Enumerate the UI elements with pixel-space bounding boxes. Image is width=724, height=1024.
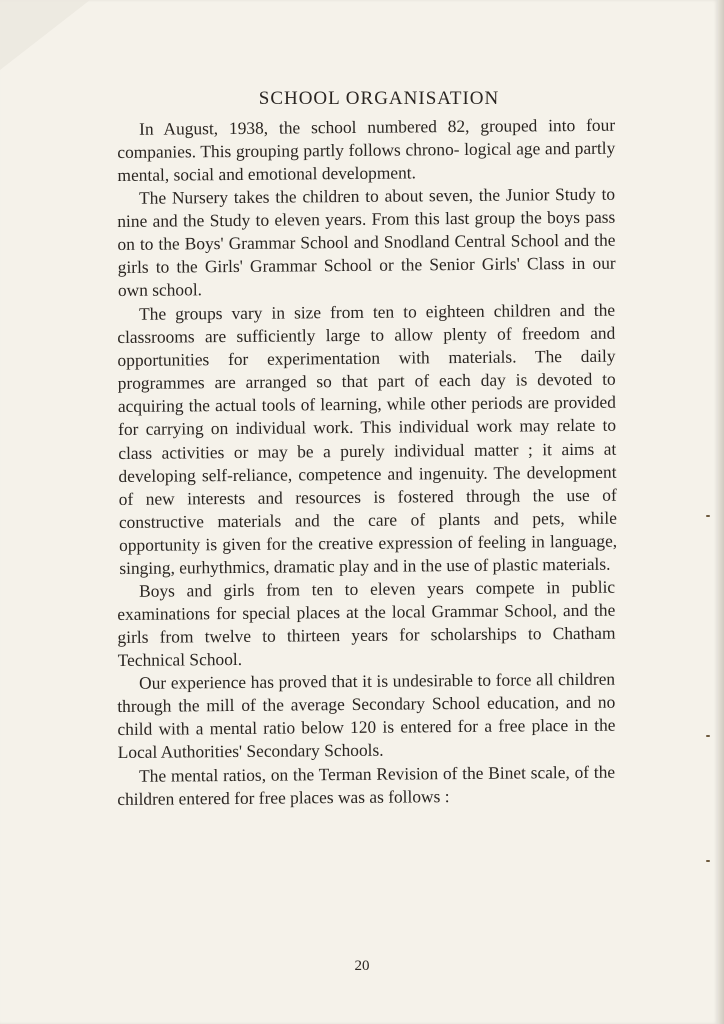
- page-edge: [718, 0, 724, 1024]
- section-heading: SCHOOL ORGANISATION: [258, 88, 500, 109]
- binding-mark: [706, 735, 710, 737]
- paragraph-6: The mental ratios, on the Terman Revision of the Binet scale, of the children entered for free places was as follows :: [117, 761, 616, 809]
- paragraph-3: The groups vary in size from ten to eighteen children and the classrooms are sufficiently large to allow plenty of freedom and opportunities for experimentation with materials. The daily programmes are arranged so that part of each day is devoted to acquiring the actual tools of learning, while other periods are provided for carrying on individual work. This individual work may relate to class activities or may be a purely individual matter ; it aims at developing self-reliance, competence and ingenuity. The development of new interests and resources is fostered through the use of constructive materials and the care of plants and pets, while opportunity is given for the creative expression of feeling in language, singing, eurhythmics, dramatic play and in the use of plastic materials.: [117, 299, 618, 578]
- binding-mark: [706, 515, 710, 517]
- paragraph-5: Our experience has proved that it is undesirable to force all children through the mill of the average Secondary School education, and no child with a mental ratio below 120 is entered for a free place in the Local Authorities' Secondary Schools.: [117, 668, 616, 763]
- paragraph-2: The Nursery takes the children to about seven, the Junior Study to nine and the Study to eleven years. From this last group the boys pass on to the Boys' Grammar School and Snodland Central School and the girls to the Girls' Grammar School or the Senior Girls' Class in our own school.: [117, 183, 616, 301]
- paragraph-1: In August, 1938, the school numbered 82, grouped into four companies. This grouping partly follows chrono- logical age and partly mental, social and emotional development.: [117, 114, 616, 186]
- paragraph-4: Boys and girls from ten to eleven years compete in public examinations for special places at the local Grammar School, and the girls from twelve to thirteen years for scholarships to Chatham Technical School.: [117, 576, 616, 671]
- page-content: [117, 88, 618, 811]
- page-corner-fold: [0, 0, 90, 70]
- binding-mark: [706, 860, 710, 862]
- page-number: 20: [354, 958, 370, 974]
